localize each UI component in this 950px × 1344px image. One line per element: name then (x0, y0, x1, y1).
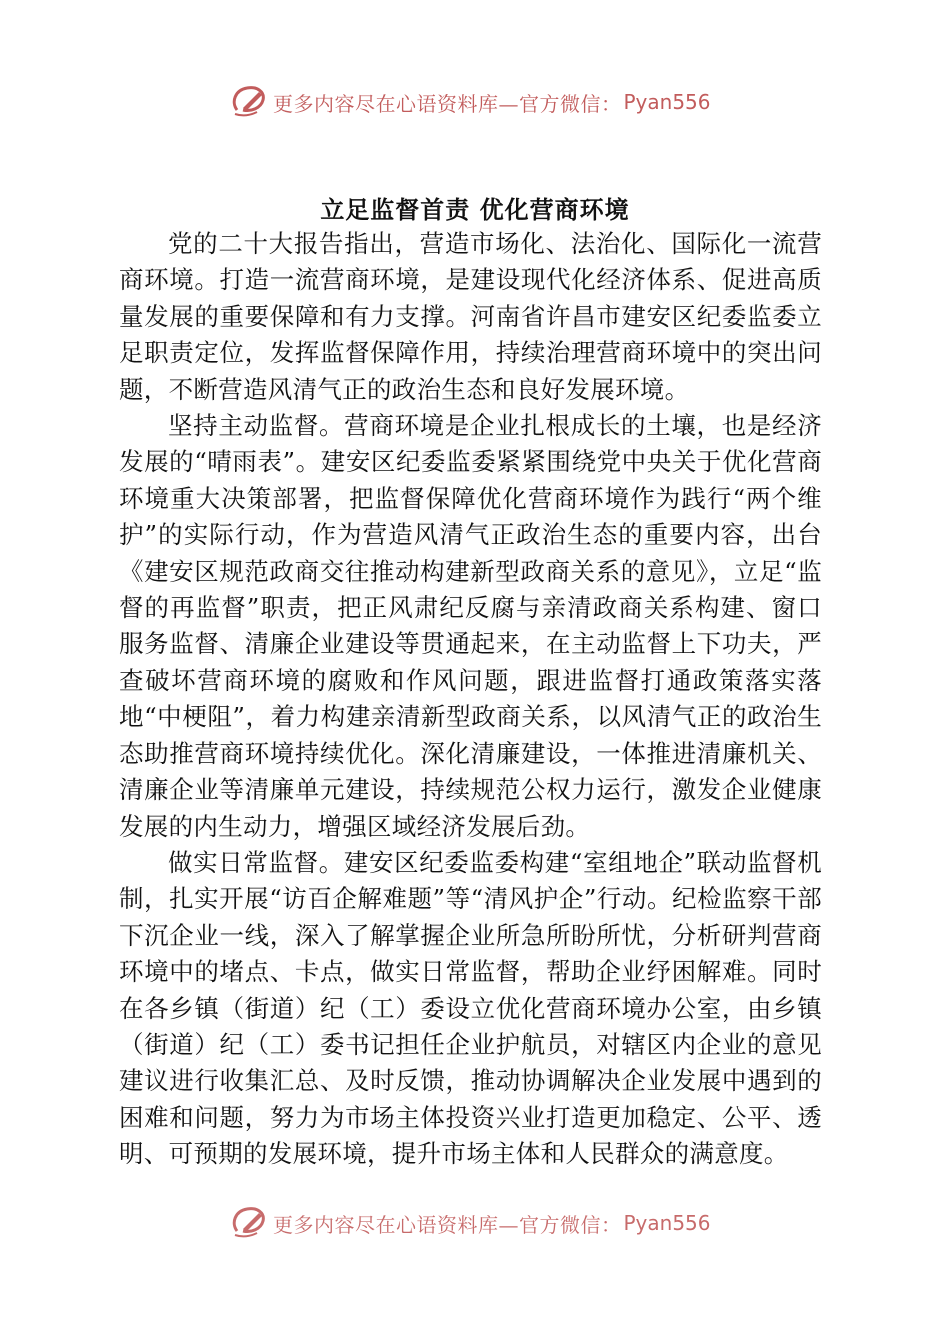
paragraph-active-supervision: 坚持主动监督。营商环境是企业扎根成长的土壤，也是经济发展的“晴雨表”。建安区纪委监委紧紧围绕党中央关于优化营商环境重大决策部署，把监督保障优化营商环境作为践行“两个维护”的实际行动，作为营造风清气正政治生态的重要内容，出台《建安区规范政商交往推动构建新型政商关系的意见》，立足“监督的再监督”职责，把正风肃纪反腐与亲清政商关系构建、窗口服务监督、清廉企业建设等贯通起来，在主动监督上下功夫，严查破坏营商环境的腐败和作风问题，跟进监督打通政策落实落地“中梗阻”，着力构建亲清新型政商关系，以风清气正的政治生态助推营商环境持续优化。深化清廉建设，一体推进清廉机关、清廉企业等清廉单元建设，持续规范公权力运行，激发企业健康发展的内生动力，增强区域经济发展后劲。 (119, 411, 823, 841)
document-title: 立足监督首责 优化营商环境 (320, 195, 630, 224)
footer-wechat-id: Pyan556 (623, 1211, 711, 1235)
footer-banner (229, 1203, 711, 1243)
header-banner (229, 82, 711, 122)
paragraph-daily-supervision: 做实日常监督。建安区纪委监委构建“室组地企”联动监督机制，扎实开展“访百企解难题”等“清风护企”行动。纪检监察干部下沉企业一线，深入了解掌握企业所急所盼所忧，分析研判营商环境中的堵点、卡点，做实日常监督，帮助企业纾困解难。同时在各乡镇（街道）纪（工）委设立优化营商环境办公室，由乡镇（街道）纪（工）委书记担任企业护航员，对辖区内企业的意见建议进行收集汇总、及时反馈，推动协调解决企业发展中遇到的困难和问题，努力为市场主体投资兴业打造更加稳定、公平、透明、可预期的发展环境，提升市场主体和人民群众的满意度。 (119, 847, 822, 1169)
footer-banner-text: 更多内容尽在心语资料库—官方微信： (273, 1212, 622, 1237)
pen-swirl-logo-icon (229, 84, 269, 120)
header-wechat-id: Pyan556 (623, 90, 711, 114)
paragraph-intro: 党的二十大报告指出，营造市场化、法治化、国际化一流营商环境。打造一流营商环境，是建设现代化经济体系、促进高质量发展的重要保障和有力支撑。河南省许昌市建安区纪委监委立足职责定位，发挥监督保障作用，持续治理营商环境中的突出问题，不断营造风清气正的政治生态和良好发展环境。 (119, 229, 822, 404)
header-banner-text: 更多内容尽在心语资料库—官方微信： (273, 91, 622, 116)
document-body (119, 226, 822, 1173)
pen-swirl-logo-icon (229, 1205, 269, 1241)
